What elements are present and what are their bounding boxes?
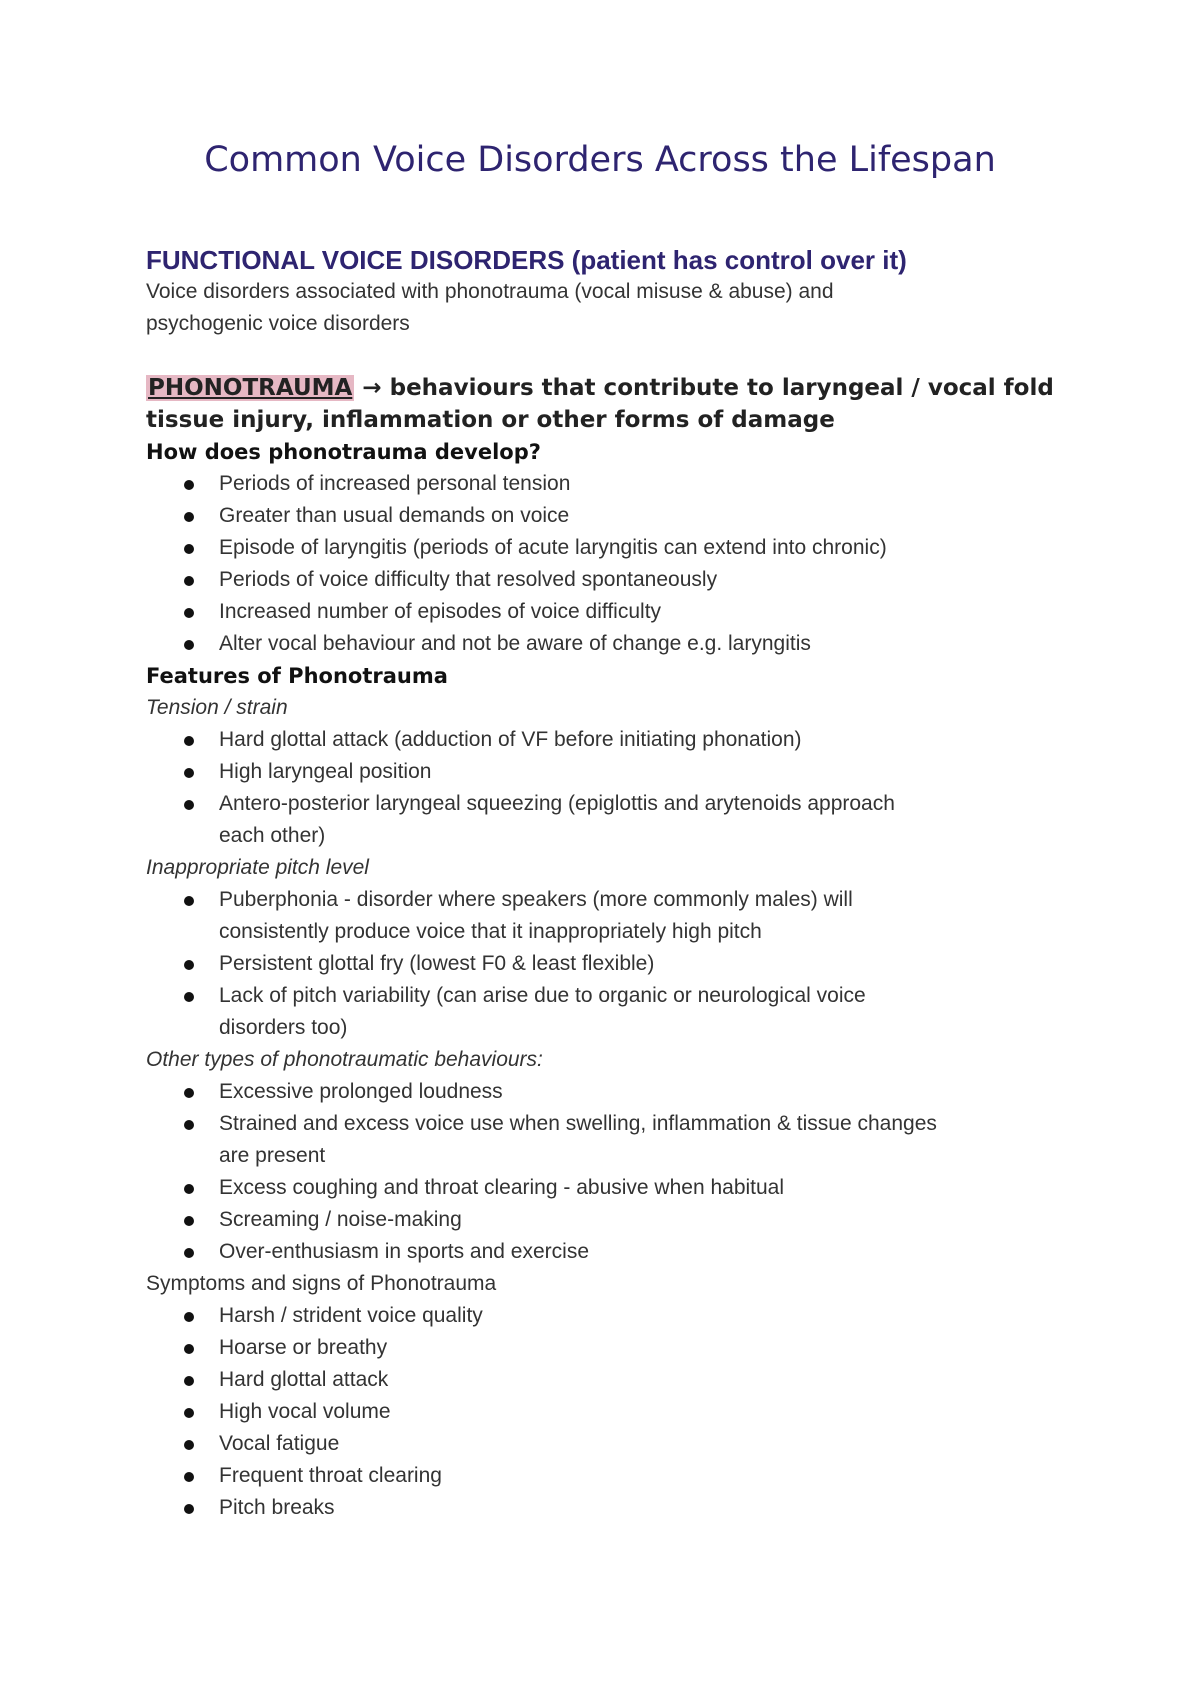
list-item [146,756,1066,788]
list-item-text: Episode of laryngitis (periods of acute laryngitis can extend into chronic) [219,536,887,559]
bullet-icon [184,736,194,746]
pitch-list [146,884,1066,1044]
list-item-text: Vocal fatigue [219,1432,340,1455]
page-title: Common Voice Disorders Across the Lifespan [204,140,996,180]
list-item-text: Antero-posterior laryngeal squeezing (epiglottis and arytenoids approach [219,792,895,815]
bullet-icon [184,640,194,650]
list-item [146,1364,1066,1396]
list-item [146,724,1066,756]
list-item-text: Puberphonia - disorder where speakers (more commonly males) will [219,888,853,911]
phonotrauma-tag: PHONOTRAUMA [148,375,353,401]
list-item-text-continued: consistently produce voice that it inappropriately high pitch [219,920,762,943]
bullet-icon [184,1312,194,1322]
bullet-icon [184,896,194,906]
list-item-text: Over-enthusiasm in sports and exercise [219,1240,589,1263]
list-item-text: High laryngeal position [219,760,432,783]
list-item-text: Pitch breaks [219,1496,335,1519]
list-item [146,596,1066,628]
bullet-icon [184,512,194,522]
list-item-text: Frequent throat clearing [219,1464,442,1487]
list-item [146,532,1066,564]
list-item [146,1428,1066,1460]
list-item [146,1492,1066,1524]
list-item-text: Excess coughing and throat clearing - abusive when habitual [219,1176,785,1199]
bullet-icon [184,768,194,778]
bullet-icon [184,1376,194,1386]
develop-list [146,468,1066,660]
bullet-icon [184,1120,194,1130]
bullet-icon [184,1248,194,1258]
list-item-text: Persistent glottal fry (lowest F0 & least flexible) [219,952,655,975]
bullet-icon [184,1088,194,1098]
list-item [146,1332,1066,1364]
list-item-text: Excessive prolonged loudness [219,1080,503,1103]
bullet-icon [184,1184,194,1194]
list-item-text: Periods of increased personal tension [219,472,571,495]
list-item [146,1300,1066,1332]
list-item-text: Greater than usual demands on voice [219,504,570,527]
list-item [146,980,1066,1044]
list-item-text: Increased number of episodes of voice difficulty [219,600,662,623]
symptoms-list [146,1300,1066,1524]
bullet-icon [184,992,194,1002]
bullet-icon [184,1440,194,1450]
tension-list [146,724,1066,852]
list-item [146,500,1066,532]
list-item [146,468,1066,500]
list-item-text: Strained and excess voice use when swelling, inflammation & tissue changes [219,1112,937,1135]
bullet-icon [184,576,194,586]
bullet-icon [184,1472,194,1482]
list-item-text: Periods of voice difficulty that resolved spontaneously [219,568,718,591]
list-item-text: Hard glottal attack [219,1368,389,1391]
bullet-icon [184,544,194,554]
spacer [146,340,1066,372]
section-heading-functional: FUNCTIONAL VOICE DISORDERS (patient has control over it) [146,245,907,275]
list-item-text: Lack of pitch variability (can arise due to organic or neurological voice [219,984,866,1007]
bullet-icon [184,480,194,490]
features-heading: Features of Phonotrauma [146,664,448,688]
list-item-text: Harsh / strident voice quality [219,1304,483,1327]
list-item [146,1108,1066,1172]
list-item [146,1076,1066,1108]
list-item [146,884,1066,948]
list-item-text-continued: each other) [219,824,326,847]
bullet-icon [184,1408,194,1418]
pitch-heading: Inappropriate pitch level [146,856,369,879]
list-item [146,1172,1066,1204]
list-item [146,564,1066,596]
document-content [146,244,1066,1524]
list-item-text: High vocal volume [219,1400,391,1423]
bullet-icon [184,608,194,618]
list-item [146,948,1066,980]
list-item [146,1460,1066,1492]
phonotrauma-definition-line-2: tissue injury, inflammation or other forms of damage [146,407,835,433]
list-item-text-continued: disorders too) [219,1016,348,1039]
phonotrauma-definition-line-1: → behaviours that contribute to laryngeal / vocal fold [354,375,1054,401]
list-item-text: Hard glottal attack (adduction of VF before initiating phonation) [219,728,802,751]
list-item-text-continued: are present [219,1144,326,1167]
bullet-icon [184,960,194,970]
functional-description-line-2: psychogenic voice disorders [146,312,410,335]
bullet-icon [184,800,194,810]
list-item [146,1396,1066,1428]
bullet-icon [184,1344,194,1354]
bullet-icon [184,1504,194,1514]
list-item-text: Screaming / noise-making [219,1208,462,1231]
other-heading: Other types of phonotraumatic behaviours: [146,1048,543,1071]
list-item [146,628,1066,660]
list-item [146,788,1066,852]
develop-heading: How does phonotrauma develop? [146,440,541,464]
phonotrauma-definition [146,372,1066,404]
functional-description-line-1: Voice disorders associated with phonotrauma (vocal misuse & abuse) and [146,280,834,303]
list-item [146,1204,1066,1236]
bullet-icon [184,1216,194,1226]
list-item [146,1236,1066,1268]
list-item-text: Hoarse or breathy [219,1336,388,1359]
tension-heading: Tension / strain [146,696,288,719]
other-list [146,1076,1066,1268]
symptoms-heading: Symptoms and signs of Phonotrauma [146,1272,497,1295]
list-item-text: Alter vocal behaviour and not be aware of change e.g. laryngitis [219,632,811,655]
